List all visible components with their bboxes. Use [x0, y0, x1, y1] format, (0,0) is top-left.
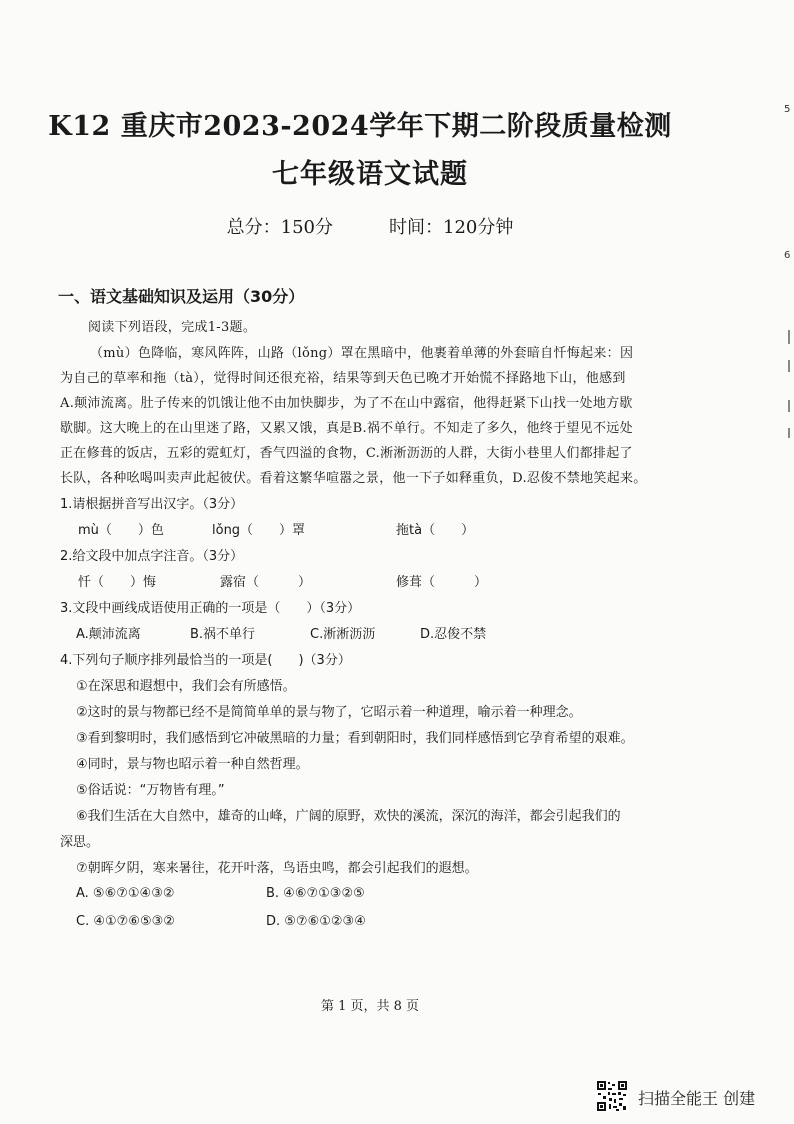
- q3-option-c: C.淅淅沥沥: [310, 627, 376, 642]
- q4-sentence: ⑤俗话说：“万物皆有理。”: [76, 783, 225, 798]
- q4-sentence: ⑥我们生活在大自然中，雄奇的山峰，广阔的原野，欢快的溪流，深沉的海洋，都会引起我们的: [76, 809, 621, 824]
- q3-option-b: B.祸不单行: [190, 627, 256, 642]
- exam-subtitle: 七年级语文试题: [272, 159, 468, 190]
- q4-sentence: ①在深思和遐想中，我们会有所感悟。: [76, 679, 296, 694]
- q2-item: 修葺（ ）: [396, 575, 488, 590]
- edge-scan-mark: [788, 330, 790, 344]
- q4-sentence: ④同时，景与物也昭示着一种自然哲理。: [76, 757, 309, 772]
- question-2-stem: 2.给文段中加点字注音。（3分）: [60, 549, 244, 564]
- q4-sentence: ③看到黎明时，我们感悟到它冲破黑暗的力量；看到朝阳时，我们同样感悟到它孕育希望的艰难。: [76, 731, 634, 746]
- exam-title: K12 重庆市2023-2024学年下期二阶段质量检测: [48, 111, 672, 142]
- passage-line: （mù）色降临，寒风阵阵，山路（lǒng）罩在黑暗中，他裹着单薄的外套暗自忏悔起来：因: [90, 346, 634, 361]
- passage-line: 长队，各种吆喝叫卖声此起彼伏。看着这繁华喧嚣之景，他一下子如释重负，D.忍俊不禁地笑起来。: [60, 471, 647, 486]
- q4-option-d: D. ⑤⑦⑥①②③④: [266, 914, 366, 929]
- q1-item: lǒng（ ）罩: [212, 523, 306, 538]
- q3-option-a: A.颠沛流离: [76, 627, 141, 642]
- q4-option-a: A. ⑤⑥⑦①④③②: [76, 886, 175, 901]
- q4-sentence: 深思。: [60, 835, 100, 850]
- score-time-line: [0, 213, 740, 239]
- q4-option-b: B. ④⑥⑦①③②⑤: [266, 886, 365, 901]
- passage-line: A.颠沛流离。肚子传来的饥饿让他不由加快脚步，为了不在山中露宿，他得赶紧下山找一处地方歇: [60, 396, 633, 411]
- edge-scan-mark: [788, 428, 790, 438]
- passage-line: 为自己的草率和拖（tà），觉得时间还很充裕，结果等到天色已晚才开始慌不择路地下山，他感到: [60, 371, 626, 386]
- passage-line: 正在修葺的饭店，五彩的霓虹灯，香气四溢的食物，C.淅淅沥沥的人群，大街小巷里人们都排起了: [60, 446, 633, 461]
- total-score: 总分：150分: [226, 217, 333, 238]
- q4-sentence: ⑦朝晖夕阴，寒来暑往，花开叶落，鸟语虫鸣，都会引起我们的遐想。: [76, 861, 478, 876]
- margin-mark: 5: [784, 104, 791, 115]
- q4-sentence: ②这时的景与物都已经不是简简单单的景与物了，它昭示着一种道理，喻示着一种理念。: [76, 705, 582, 720]
- q1-item: 拖tà（ ）: [396, 523, 475, 538]
- edge-scan-mark: [788, 400, 790, 412]
- q2-item: 忏（ ）悔: [78, 575, 157, 590]
- q2-item: 露宿（ ）: [220, 575, 312, 590]
- question-4-stem: 4.下列句子顺序排列最恰当的一项是( )（3分）: [60, 653, 351, 668]
- section-heading: 一、语文基础知识及运用（30分）: [58, 287, 305, 306]
- q1-item: mù（ ）色: [78, 523, 164, 538]
- scanner-watermark: 扫描全能王 创建: [638, 1089, 756, 1108]
- question-1-stem: 1.请根据拼音写出汉字。（3分）: [60, 497, 244, 512]
- margin-mark: 6: [784, 250, 791, 261]
- passage-instruction: 阅读下列语段，完成1-3题。: [88, 320, 257, 335]
- edge-scan-mark: [788, 360, 790, 372]
- q4-option-c: C. ④①⑦⑥⑤③②: [76, 914, 175, 929]
- page-number: 第 1 页，共 8 页: [320, 999, 420, 1014]
- question-3-stem: 3.文段中画线成语使用正确的一项是（ ）（3分）: [60, 601, 361, 616]
- passage-line: 歇脚。这大晚上的在山里迷了路，又累又饿，真是B.祸不单行。不知走了多久，他终于望见不远处: [60, 421, 633, 436]
- qr-code-icon: [596, 1080, 628, 1112]
- q3-option-d: D.忍俊不禁: [420, 627, 487, 642]
- exam-time: 时间：120分钟: [389, 217, 514, 238]
